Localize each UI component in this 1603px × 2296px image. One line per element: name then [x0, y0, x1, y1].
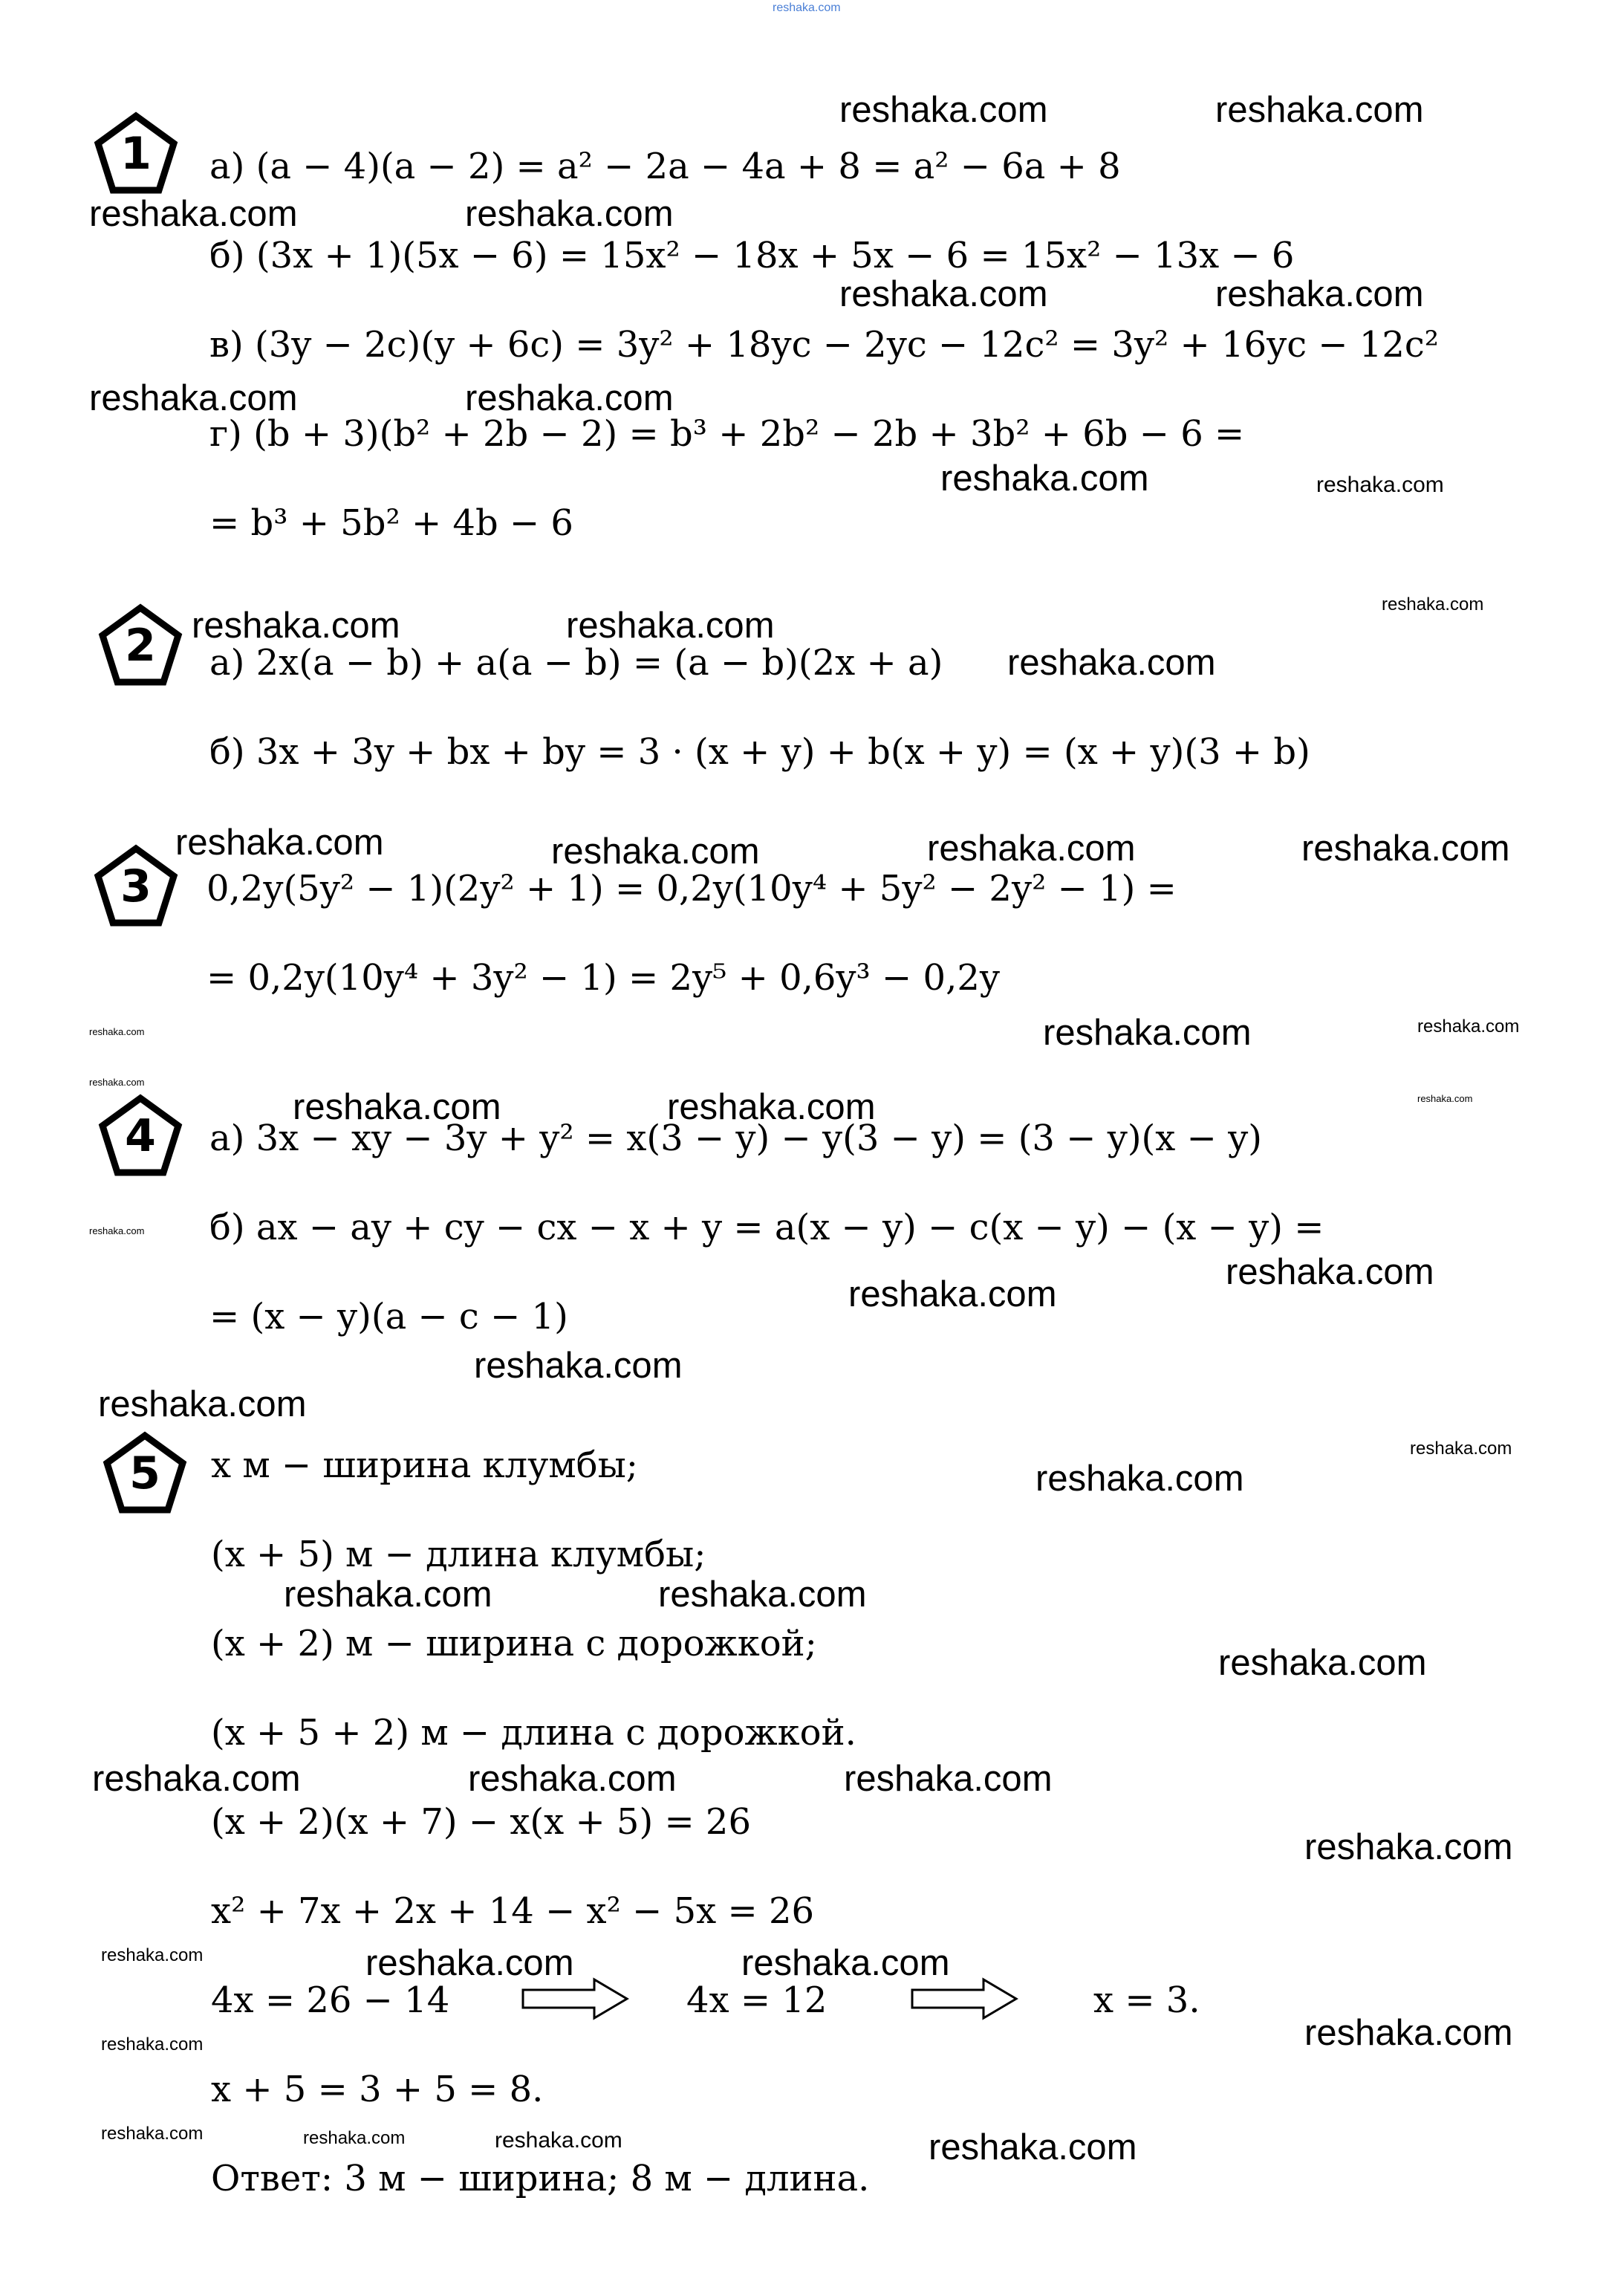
watermark: reshaka.com — [1304, 2013, 1513, 2053]
watermark: reshaka.com — [1215, 274, 1424, 314]
watermark: reshaka.com — [839, 274, 1048, 314]
watermark: reshaka.com — [465, 378, 674, 418]
watermark: reshaka.com — [175, 823, 384, 863]
watermark: reshaka.com — [1226, 1252, 1434, 1292]
watermark: reshaka.com — [844, 1759, 1053, 1799]
watermark: reshaka.com — [89, 1026, 145, 1037]
watermark: reshaka.com — [1215, 90, 1424, 130]
watermark: reshaka.com — [101, 2124, 204, 2144]
task-3-line-1: 0,2y(5y² − 1)(2y² + 1) = 0,2y(10y⁴ + 5y² − 2y² − 1) = — [207, 868, 1177, 909]
watermark: reshaka.com — [929, 2127, 1137, 2167]
task-4-line-b2: = (x − y)(a − c − 1) — [209, 1296, 568, 1337]
task-1-badge: 1 — [92, 110, 180, 198]
watermark: reshaka.com — [1417, 1093, 1473, 1104]
arrow-right-icon — [520, 1976, 631, 2021]
watermark: reshaka.com — [566, 606, 775, 646]
task-5-chain-2: 4x = 12 — [686, 1979, 827, 2021]
watermark: reshaka.com — [1304, 1827, 1513, 1867]
task-4-line-a: а) 3x − xy − 3y + y² = x(3 − y) − y(3 − y) = (3 − y)(x − y) — [209, 1118, 1262, 1159]
task-5-chain-3: x = 3. — [1093, 1979, 1200, 2021]
watermark: reshaka.com — [293, 1087, 501, 1127]
watermark: reshaka.com — [839, 90, 1048, 130]
watermark: reshaka.com — [303, 2128, 406, 2148]
watermark: reshaka.com — [848, 1274, 1057, 1314]
task-4-line-b: б) ax − ay + cy − cx − x + y = a(x − y) − c(x − y) − (x − y) = — [209, 1207, 1324, 1248]
task-2-line-a: а) 2x(a − b) + a(a − b) = (a − b)(2x + a) — [209, 642, 943, 684]
watermark: reshaka.com — [495, 2128, 622, 2153]
watermark: reshaka.com — [468, 1759, 677, 1799]
watermark: reshaka.com — [89, 1225, 145, 1236]
watermark: reshaka.com — [1218, 1643, 1427, 1683]
watermark: reshaka.com — [98, 1384, 307, 1424]
watermark: reshaka.com — [474, 1346, 683, 1386]
watermark: reshaka.com — [741, 1943, 950, 1983]
watermark: reshaka.com — [1316, 473, 1444, 497]
task-5-line-5: (x + 2)(x + 7) − x(x + 5) = 26 — [211, 1801, 752, 1843]
task-5-badge: 5 — [101, 1430, 189, 1517]
task-1-line-b: б) (3x + 1)(5x − 6) = 15x² − 18x + 5x − 6 = 15x² − 13x − 6 — [209, 235, 1295, 276]
top-watermark: reshaka.com — [773, 1, 841, 14]
task-1-line-a: а) (a − 4)(a − 2) = a² − 2a − 4a + 8 = a² − 6a + 8 — [209, 146, 1121, 187]
watermark: reshaka.com — [465, 194, 674, 234]
watermark: reshaka.com — [658, 1575, 867, 1615]
task-1-line-g2: = b³ + 5b² + 4b − 6 — [209, 502, 573, 544]
task-3-line-2: = 0,2y(10y⁴ + 3y² − 1) = 2y⁵ + 0,6y³ − 0,2y — [207, 957, 1000, 999]
task-2-line-b: б) 3x + 3y + bx + by = 3 · (x + y) + b(x + y) = (x + y)(3 + b) — [209, 731, 1310, 773]
task-5-line-3: (x + 2) м − ширина с дорожкой; — [211, 1623, 817, 1664]
watermark: reshaka.com — [1043, 1013, 1252, 1053]
watermark: reshaka.com — [667, 1087, 876, 1127]
task-4-badge: 4 — [97, 1092, 184, 1180]
watermark: reshaka.com — [940, 458, 1149, 499]
watermark: reshaka.com — [89, 1077, 145, 1088]
watermark: reshaka.com — [1007, 643, 1216, 683]
task-5-line-1: x м − ширина клумбы; — [211, 1444, 638, 1486]
task-5-line-4: (x + 5 + 2) м − длина с дорожкой. — [211, 1712, 856, 1754]
watermark: reshaka.com — [89, 194, 298, 234]
watermark: reshaka.com — [927, 828, 1136, 869]
watermark: reshaka.com — [551, 831, 760, 872]
watermark: reshaka.com — [1410, 1439, 1512, 1459]
watermark: reshaka.com — [365, 1943, 574, 1983]
task-1-line-g: г) (b + 3)(b² + 2b − 2) = b³ + 2b² − 2b + 3b² + 6b − 6 = — [209, 413, 1245, 455]
task-5-chain-1: 4x = 26 − 14 — [211, 1979, 450, 2021]
watermark: reshaka.com — [101, 1945, 204, 1965]
watermark: reshaka.com — [89, 378, 298, 418]
watermark: reshaka.com — [284, 1575, 492, 1615]
watermark: reshaka.com — [1382, 594, 1484, 614]
task-5-line-6: x² + 7x + 2x + 14 − x² − 5x = 26 — [211, 1890, 815, 1932]
task-5-answer: Ответ: 3 м − ширина; 8 м − длина. — [211, 2158, 870, 2199]
task-3-badge: 3 — [92, 843, 180, 930]
implies-arrow-1 — [520, 1976, 631, 2021]
task-1-line-v: в) (3y − 2c)(y + 6c) = 3y² + 18yc − 2yc − 12c² = 3y² + 16yc − 12c² — [209, 324, 1440, 366]
watermark: reshaka.com — [1301, 828, 1510, 869]
watermark: reshaka.com — [1417, 1016, 1520, 1037]
watermark: reshaka.com — [101, 2034, 204, 2055]
watermark: reshaka.com — [92, 1759, 301, 1799]
watermark: reshaka.com — [1035, 1459, 1244, 1499]
task-5-line-2: (x + 5) м − длина клумбы; — [211, 1534, 706, 1575]
task-5-line-7: x + 5 = 3 + 5 = 8. — [211, 2069, 544, 2110]
implies-arrow-2 — [909, 1976, 1021, 2021]
arrow-right-icon — [909, 1976, 1021, 2021]
watermark: reshaka.com — [192, 606, 400, 646]
task-2-badge: 2 — [97, 602, 184, 690]
